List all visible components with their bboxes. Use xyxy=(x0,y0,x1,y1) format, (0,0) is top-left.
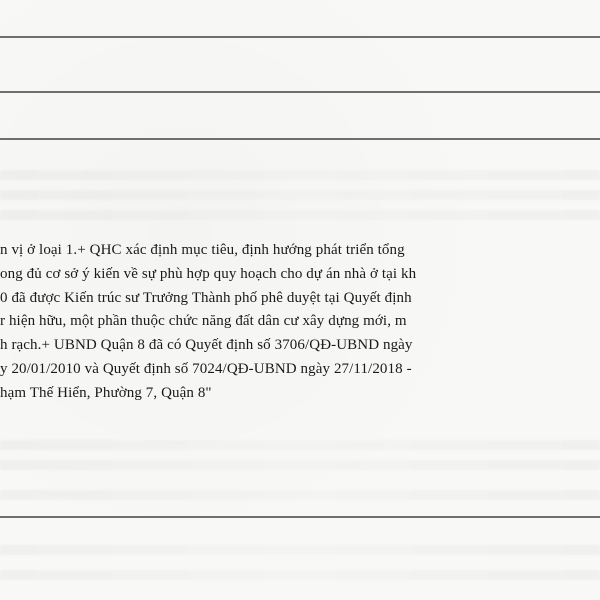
faded-text-line xyxy=(0,190,600,200)
table-rule xyxy=(0,138,600,140)
table-rule xyxy=(0,36,600,38)
document-text-line: h rạch.+ UBND Quận 8 đã có Quyết định số 3706/QĐ-UBND ngày xyxy=(0,337,413,354)
document-text-line: 0 đã được Kiến trúc sư Trưởng Thành phố phê duyệt tại Quyết định xyxy=(0,289,412,306)
faded-text-line xyxy=(0,460,600,470)
faded-text-line xyxy=(0,440,600,450)
document-text-line: n vị ở loại 1.+ QHC xác định mục tiêu, định hướng phát triển tổng xyxy=(0,242,405,258)
document-text-line: ong đủ cơ sở ý kiến về sự phù hợp quy hoạch cho dự án nhà ở tại kh xyxy=(0,265,417,282)
document-text-line: r hiện hữu, một phần thuộc chức năng đất dân cư xây dựng mới, m xyxy=(0,313,407,330)
document-text-block xyxy=(0,239,600,406)
document-text-line: y 20/01/2010 và Quyết định số 7024/QĐ-UBND ngày 27/11/2018 - xyxy=(0,360,412,377)
faded-text-line xyxy=(0,570,600,580)
document-text-line: hạm Thế Hiển, Phường 7, Quận 8" xyxy=(0,384,212,401)
faded-text-line xyxy=(0,170,600,180)
table-rule xyxy=(0,91,600,93)
table-rule xyxy=(0,516,600,518)
faded-text-line xyxy=(0,490,600,500)
faded-text-line xyxy=(0,545,600,555)
faded-text-line xyxy=(0,210,600,220)
